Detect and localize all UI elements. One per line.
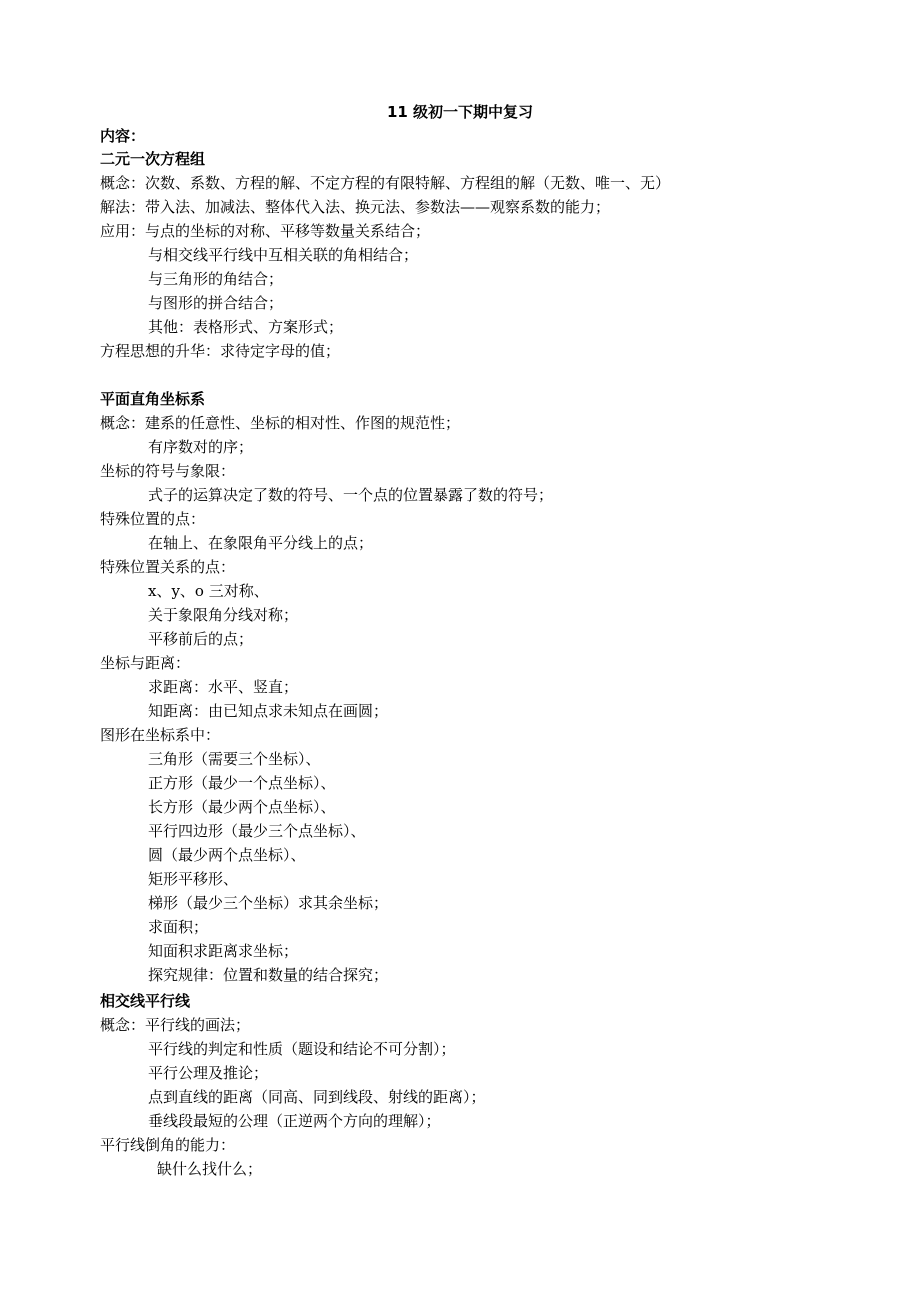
equations-application-sub: 其他：表格形式、方案形式；	[148, 318, 344, 336]
coordinates-line: 三角形（需要三个坐标）、	[148, 750, 321, 768]
coordinates-line: 矩形平移形、	[148, 870, 239, 888]
coordinates-line: 知距离：由已知点求未知点在画圆；	[148, 702, 389, 720]
parallel-line: 概念：平行线的画法；	[100, 1016, 251, 1034]
coordinates-line: 长方形（最少两个点坐标）、	[148, 798, 336, 816]
coordinates-line: 圆（最少两个点坐标）、	[148, 846, 306, 864]
parallel-line: 点到直线的距离（同高、同到线段、射线的距离）；	[148, 1088, 486, 1106]
parallel-line: 平行线的判定和性质（题设和结论不可分割）；	[148, 1040, 456, 1058]
parallel-line: 平行公理及推论；	[148, 1064, 269, 1082]
equations-thinking-line: 方程思想的升华：求待定字母的值；	[100, 342, 341, 360]
section-heading-coordinates: 平面直角坐标系	[100, 390, 206, 408]
coordinates-line: 探究规律：位置和数量的结合探究；	[148, 966, 389, 984]
coordinates-line: 平行四边形（最少三个点坐标）、	[148, 822, 366, 840]
equations-method-line: 解法：带入法、加减法、整体代入法、换元法、参数法——观察系数的能力；	[100, 198, 611, 216]
coordinates-line: 正方形（最少一个点坐标）、	[148, 774, 336, 792]
equations-application-line: 应用：与点的坐标的对称、平移等数量关系结合；	[100, 222, 431, 240]
coordinates-line: 求面积；	[148, 918, 209, 936]
coordinates-line: 关于象限角分线对称；	[148, 606, 299, 624]
parallel-line: 缺什么找什么；	[157, 1160, 263, 1178]
coordinates-line: 有序数对的序；	[148, 438, 254, 456]
coordinates-line: 坐标与距离：	[100, 654, 191, 672]
coordinates-line: 在轴上、在象限角平分线上的点；	[148, 534, 374, 552]
parallel-line: 平行线倒角的能力：	[100, 1136, 236, 1154]
coordinates-line: 特殊位置关系的点：	[100, 558, 236, 576]
coordinates-line: 坐标的符号与象限：	[100, 462, 236, 480]
equations-application-sub: 与图形的拼合结合；	[148, 294, 284, 312]
section-heading-parallel: 相交线平行线	[100, 992, 191, 1010]
coordinates-line: 求距离：水平、竖直；	[148, 678, 299, 696]
section-heading-equations: 二元一次方程组	[100, 150, 206, 168]
coordinates-line: 图形在坐标系中：	[100, 726, 221, 744]
coordinates-line: 梯形（最少三个坐标）求其余坐标；	[148, 894, 389, 912]
coordinates-line: x、y、o 三对称、	[148, 582, 269, 600]
intro-label: 内容：	[100, 127, 146, 145]
equations-application-sub: 与三角形的角结合；	[148, 270, 284, 288]
coordinates-line: 式子的运算决定了数的符号、一个点的位置暴露了数的符号；	[148, 486, 554, 504]
coordinates-line: 概念：建系的任意性、坐标的相对性、作图的规范性；	[100, 414, 461, 432]
equations-concept-line: 概念：次数、系数、方程的解、不定方程的有限特解、方程组的解（无数、唯一、无）	[100, 174, 671, 192]
coordinates-line: 平移前后的点；	[148, 630, 254, 648]
equations-application-sub: 与相交线平行线中互相关联的角相结合；	[148, 246, 419, 264]
coordinates-line: 特殊位置的点：	[100, 510, 206, 528]
parallel-line: 垂线段最短的公理（正逆两个方向的理解）；	[148, 1112, 441, 1130]
document-title: 11 级初一下期中复习	[386, 103, 534, 121]
coordinates-line: 知面积求距离求坐标；	[148, 942, 299, 960]
